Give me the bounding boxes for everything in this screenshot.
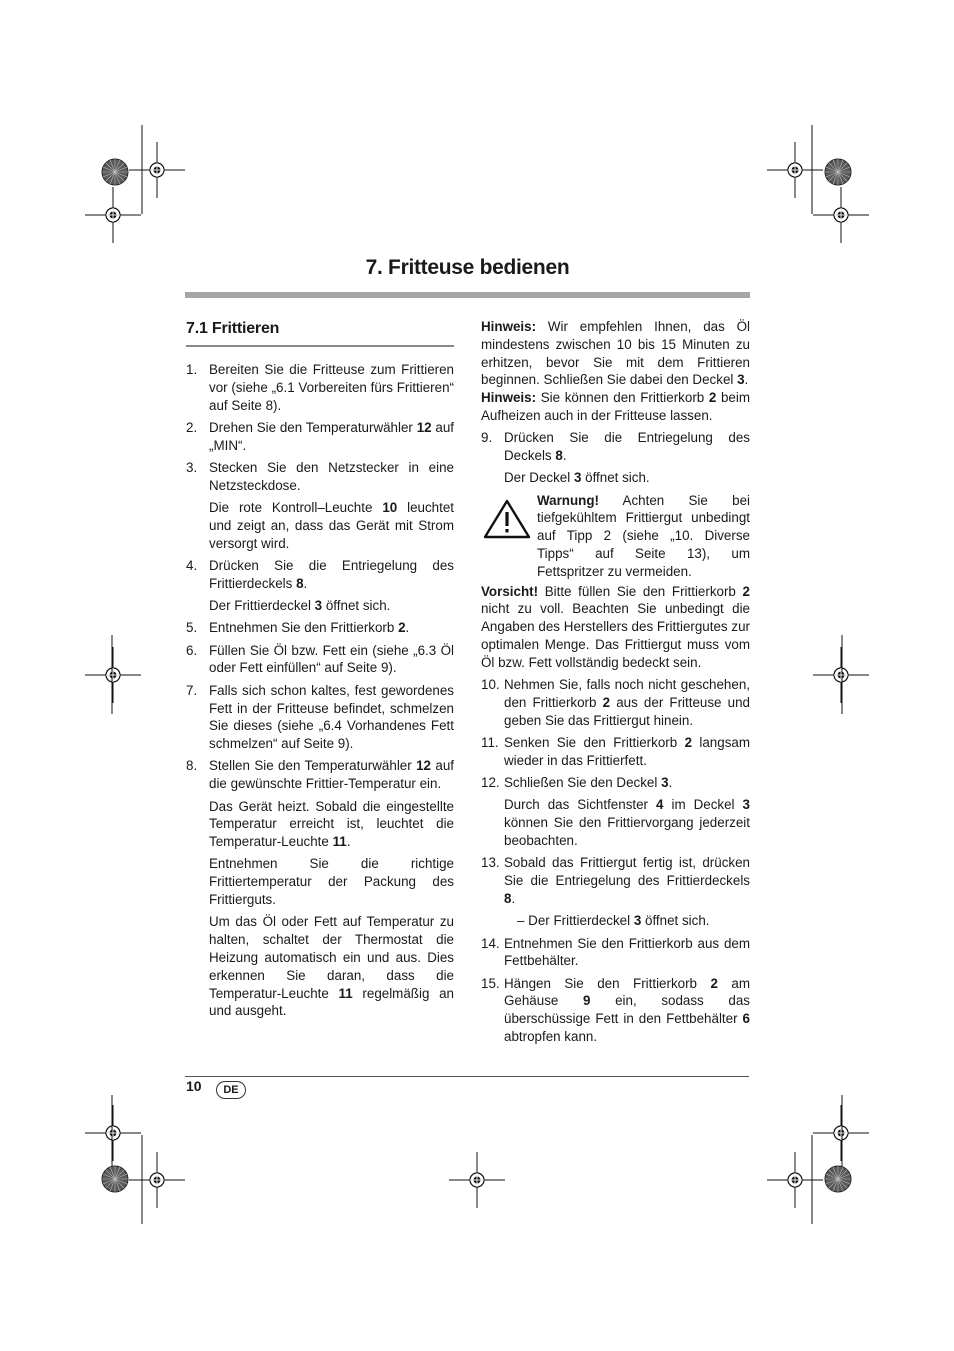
list-item: 9. Drücken Sie die Entriegelung des Deckels 8. — [481, 430, 750, 464]
page-number: 10 — [186, 1078, 202, 1094]
list-item-note: Das Gerät heizt. Sobald die eingestellte Temperatur erreicht ist, leuchtet die Temperatur-Leuchte 11. — [209, 798, 454, 850]
footer-rule — [185, 1076, 749, 1077]
list-item: 1. Bereiten Sie die Fritteuse zum Frittieren vor (siehe „6.1 Vorbereiten fürs Frittieren“ auf Seite 8). — [186, 362, 454, 413]
warning-block: Warnung! Achten Sie bei tiefgekühltem Frittiergut unbedingt auf Tipp 2 (siehe „10. Diverse Tipps“ auf Seite 13), um Fettspritzer zu vermeiden. — [481, 492, 750, 581]
list-item: 11. Senken Sie den Frittierkorb 2 langsam wieder in das Frittierfett. — [481, 735, 750, 768]
title-rule — [185, 292, 750, 298]
list-item-note: Der Frittierdeckel 3 öffnet sich. — [209, 598, 391, 614]
list-item-note: Um das Öl oder Fett auf Temperatur zu halten, schaltet der Thermostat die Heizung automatisch ein und aus. Dies erkennen Sie daran, dass die Temperatur-Leuchte 11 regelmäßig an und ausgeht. — [209, 914, 454, 1019]
hint-paragraph: Hinweis: Wir empfehlen Ihnen, das Öl mindestens zwischen 10 bis 15 Minuten zu erhitzen, bevor Sie mit dem Frittieren beginnen. Schließen Sie dabei den Deckel 3. — [481, 319, 750, 388]
list-item: 8. Stellen Sie den Temperaturwähler 12 auf die gewünschte Frittier-Temperatur ein. — [186, 758, 454, 792]
list-item: 13. Sobald das Frittiergut fertig ist, drücken Sie die Entriegelung des Frittierdeckels 8. — [481, 855, 750, 906]
list-item: 4. Drücken Sie die Entriegelung des Frittierdeckels 8. — [186, 557, 454, 591]
list-item-note: Die rote Kontroll–Leuchte 10 leuchtet und zeigt an, dass das Gerät mit Strom versorgt wird. — [209, 500, 454, 551]
list-item: 2. Drehen Sie den Temperaturwähler 12 auf „MIN“. — [186, 419, 454, 453]
caution-paragraph: Vorsicht! Bitte füllen Sie den Frittierkorb 2 nicht zu voll. Beachten Sie unbedingt die Angaben des Herstellers des Frittiergutes zur optimalen Menge. Das Frittiergut muss vom Öl bzw. Fett vollständig bedeckt sein. — [481, 583, 750, 670]
list-item: 14. Entnehmen Sie den Frittierkorb aus dem Fettbehälter. — [481, 935, 750, 969]
warning-icon — [483, 498, 531, 540]
list-item: 3. Stecken Sie den Netzstecker in eine Netzsteckdose. — [186, 459, 454, 493]
list-item: 12. Schließen Sie den Deckel 3. — [481, 775, 673, 791]
list-item: 5. Entnehmen Sie den Frittierkorb 2. — [186, 620, 410, 636]
language-badge: DE — [216, 1081, 246, 1099]
list-item-note: Durch das Sichtfenster 4 im Deckel 3 können Sie den Frittiervorgang jederzeit beobachten. — [504, 797, 750, 849]
right-column — [481, 318, 750, 1050]
left-column — [186, 318, 454, 1025]
list-item-note: Entnehmen Sie die richtige Frittiertemperatur der Packung des Frittierguts. — [209, 856, 454, 908]
list-item: 7. Falls sich schon kaltes, fest gewordenes Fett in der Fritteuse befindet, schmelzen Sie dieses (siehe „6.4 Vorhandenes Fett schmelzen“ auf Seite 9). — [186, 682, 454, 752]
list-item: 6. Füllen Sie Öl bzw. Fett ein (siehe „6.3 Öl oder Fett einfüllen“ auf Seite 9). — [186, 642, 454, 676]
page-title: 7. Fritteuse bedienen — [365, 256, 570, 279]
list-item: 10. Nehmen Sie, falls noch nicht geschehen, den Frittierkorb 2 aus der Fritteuse und geben Sie das Frittiergut hinein. — [481, 677, 750, 728]
list-item-note: – Der Frittierdeckel 3 öffnet sich. — [517, 913, 710, 929]
list-item-note: Der Deckel 3 öffnet sich. — [504, 470, 650, 486]
hint-paragraph: Hinweis: Sie können den Frittierkorb 2 beim Aufheizen auch in der Fritteuse lassen. — [481, 390, 750, 423]
list-item: 15. Hängen Sie den Frittierkorb 2 am Gehäuse 9 ein, sodass das überschüssige Fett in den Fettbehälter 6 abtropfen kann. — [481, 975, 750, 1044]
section-heading: 7.1 Frittieren — [186, 318, 454, 347]
